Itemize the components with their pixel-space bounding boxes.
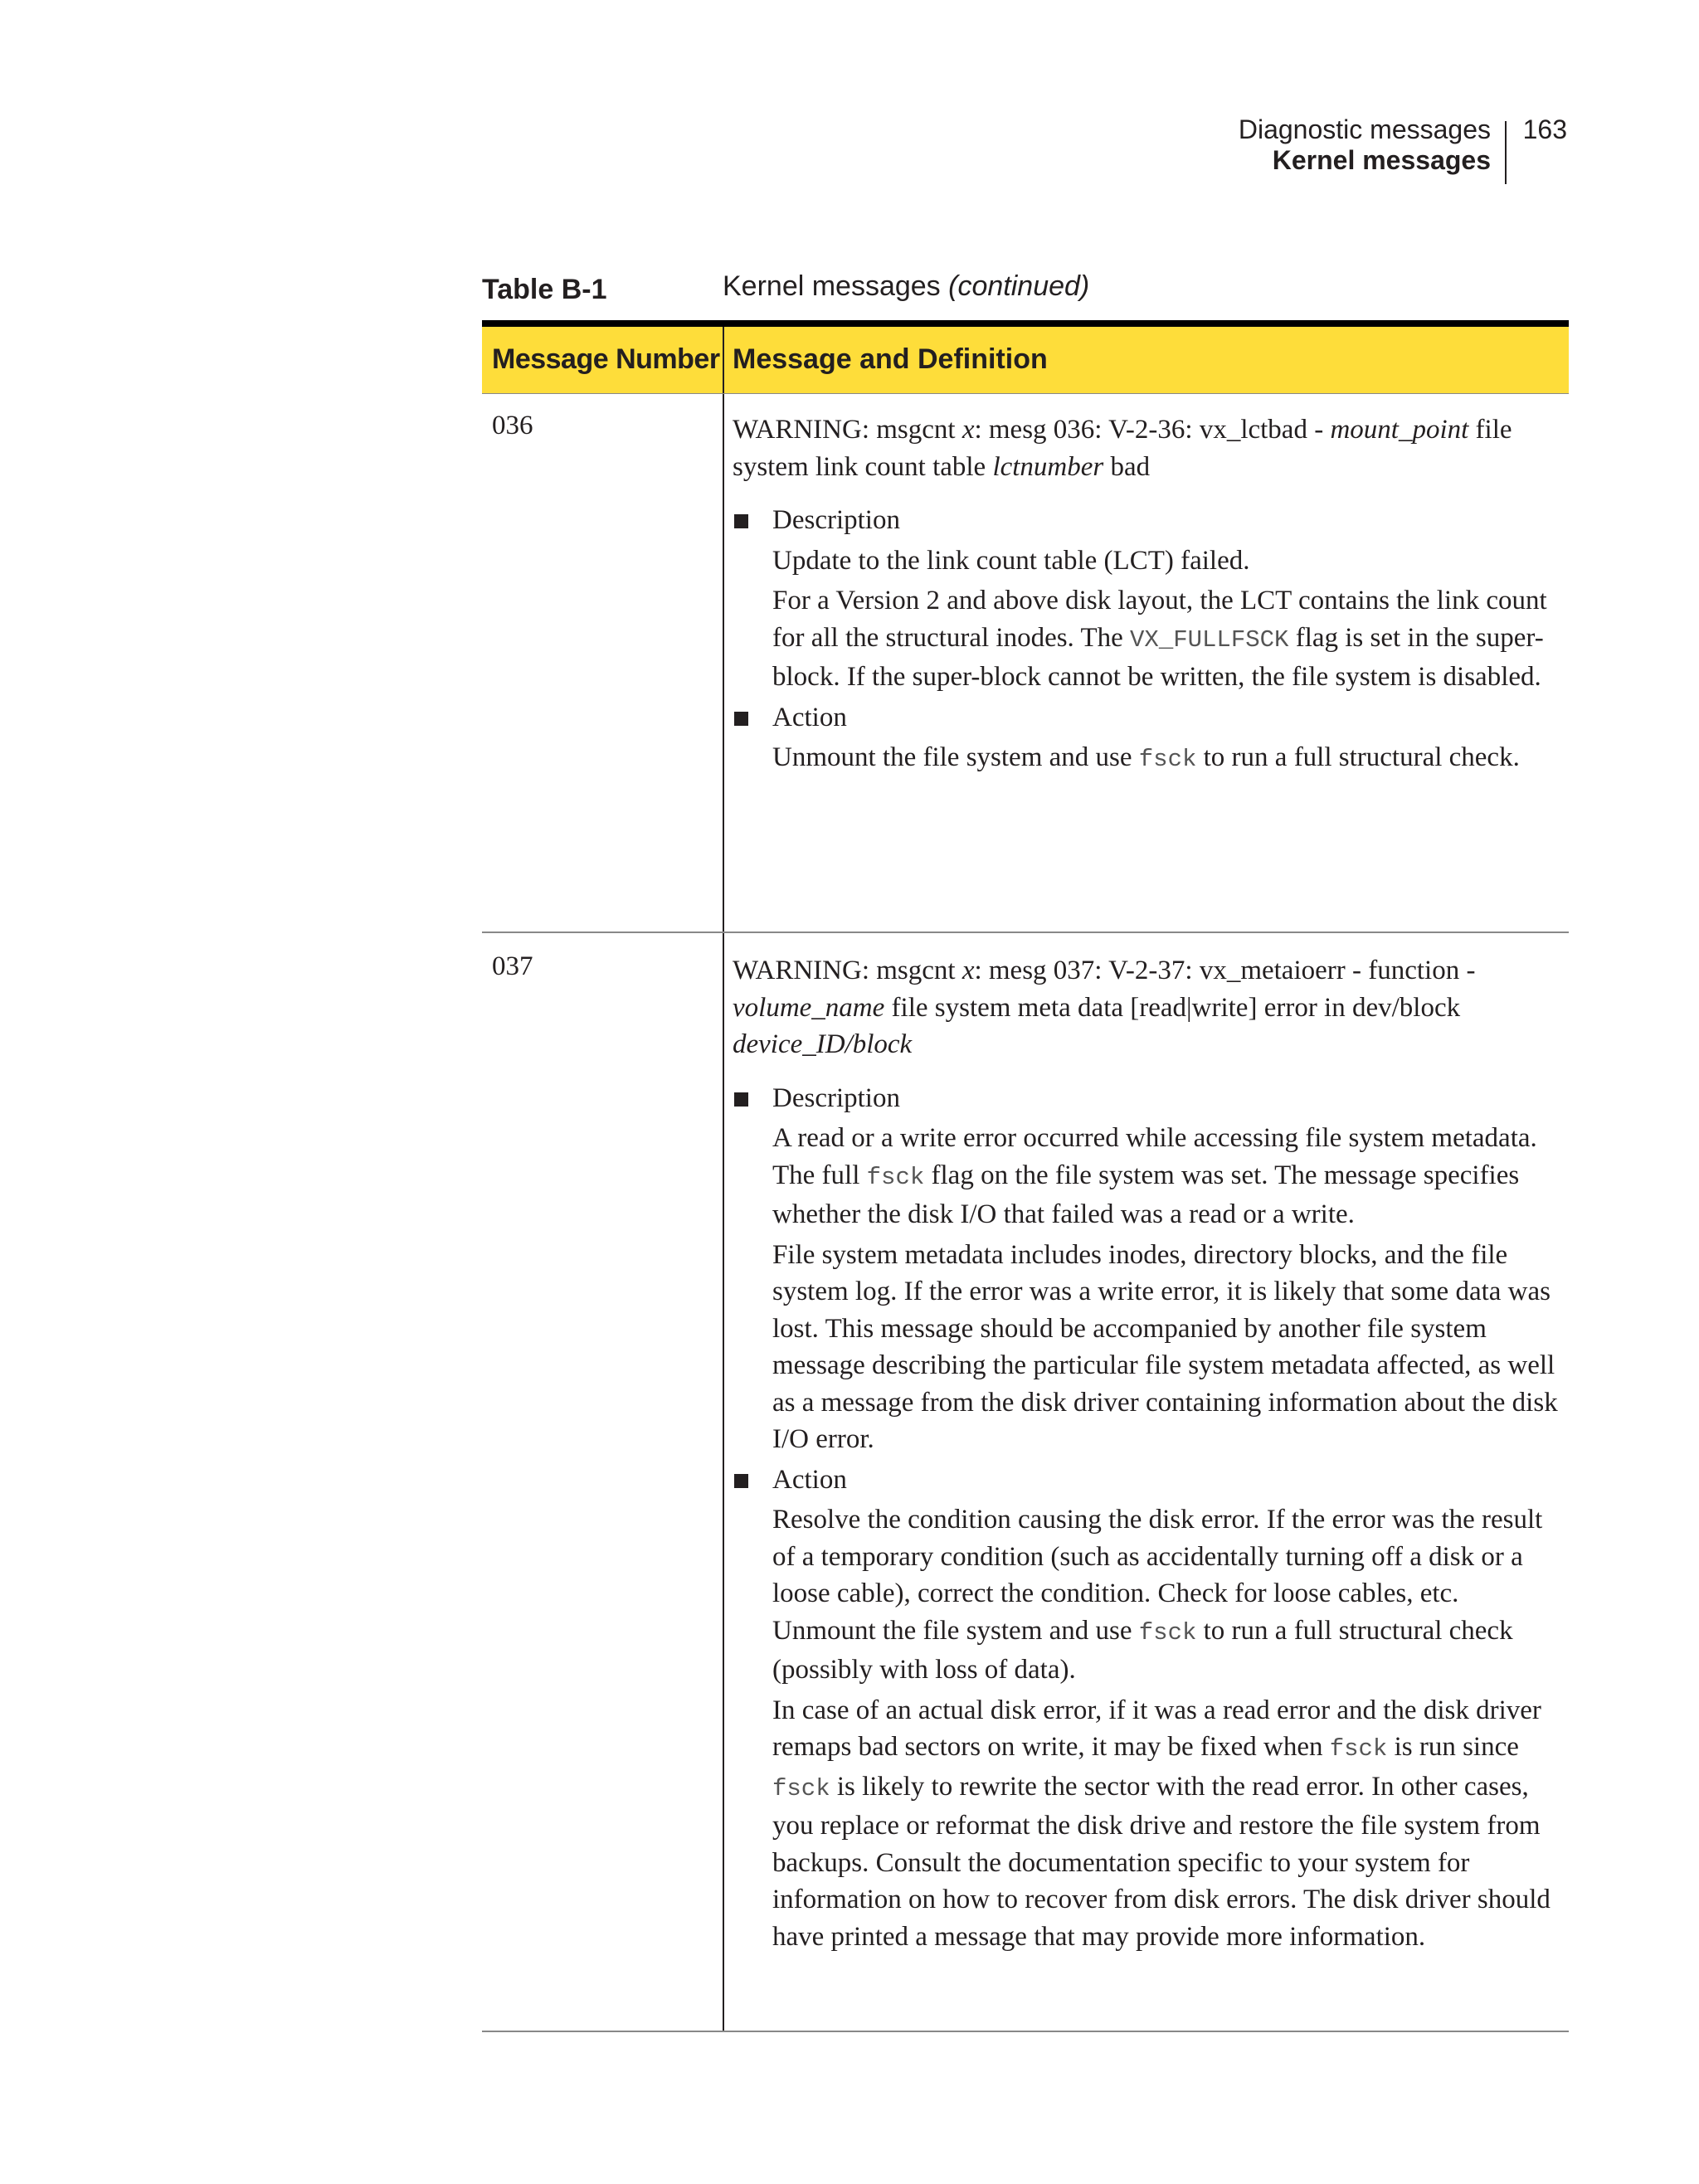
definition-list — [733, 502, 1562, 779]
page-number: 163 — [1522, 114, 1567, 144]
message-part: file system link count table — [733, 415, 1512, 482]
description-label: Description — [772, 1082, 900, 1113]
kernel-messages-table — [482, 320, 1569, 2032]
message-var: x — [961, 956, 975, 985]
description-label: Description — [772, 505, 900, 535]
message-var: device_ID/block — [733, 1029, 913, 1059]
list-item — [733, 1080, 1562, 1458]
message-part: : mesg 037: V-2-37: vx_metaioerr - function - — [974, 956, 1476, 985]
description-text — [772, 582, 1562, 696]
message-part: WARNING: msgcnt — [733, 415, 962, 445]
code-text: fsck — [866, 1163, 925, 1191]
square-bullet-icon — [734, 514, 748, 528]
table-row — [482, 394, 1569, 933]
action-text — [772, 739, 1562, 779]
list-item — [733, 502, 1562, 696]
description-text — [772, 1120, 1562, 1233]
code-text: fsck — [1329, 1735, 1388, 1763]
text-part: Unmount the file system and use — [772, 742, 1139, 772]
message-part: file system meta data [read|write] error in dev/block — [884, 992, 1461, 1023]
table-row — [482, 933, 1569, 2032]
column-header-message-definition: Message and Definition — [733, 343, 1048, 375]
chapter-title: Diagnostic messages — [1238, 114, 1491, 144]
code-text: fsck — [1138, 746, 1197, 773]
text-part: In case of an actual disk error, if it was a read error and the disk driver remaps bad sectors on write, it may be fixed when — [772, 1695, 1541, 1762]
text-part: is run since — [1387, 1732, 1519, 1762]
table-title-suffix: (continued) — [948, 270, 1090, 302]
text-part: A read or a write error occurred while accessing file system metadata. The full — [772, 1123, 1537, 1190]
text-part: flag is set in the super-block. If the super-block cannot be written, the file system is disabled. — [772, 622, 1544, 692]
table-header-row — [482, 320, 1569, 394]
definition-list — [733, 1080, 1562, 1956]
column-divider — [723, 327, 724, 393]
text-part: to run a full structural check. — [1196, 742, 1520, 772]
square-bullet-icon — [734, 712, 748, 726]
message-part: WARNING: msgcnt — [733, 956, 962, 985]
code-text: VX_FULLFSCK — [1130, 625, 1289, 654]
message-var: lctnumber — [992, 451, 1104, 482]
column-divider — [723, 394, 724, 931]
message-definition — [733, 933, 1562, 1955]
running-header — [1219, 114, 1567, 184]
text-part: to run a full structural check (possibly with loss of data). — [772, 1615, 1513, 1685]
text-part: flag on the file system was set. The message specifies whether the disk I/O that failed was a read or a write. — [772, 1160, 1520, 1229]
message-var: mount_point — [1330, 415, 1469, 445]
header-divider — [1505, 121, 1507, 184]
code-text: fsck — [772, 1774, 830, 1802]
message-text — [733, 411, 1562, 485]
message-definition — [733, 394, 1562, 779]
text-part: For a Version 2 and above disk layout, the LCT contains the link count for all the structural inodes. The — [772, 586, 1547, 653]
action-label: Action — [772, 1464, 847, 1495]
column-divider — [723, 933, 724, 2031]
table-caption — [482, 270, 1569, 307]
text-part: Resolve the condition causing the disk error. If the error was the result of a temporary condition (such as accidentally turning off a disk or a loose cable), correct the condition. Check for loose cables, etc. Unmount the file system and use — [772, 1505, 1543, 1646]
message-var: x — [961, 415, 975, 445]
message-var: volume_name — [733, 992, 885, 1023]
description-text: File system metadata includes inodes, directory blocks, and the file system log. If the error was a write error, it is likely that some data was lost. This message should be accompanied by another file system message describing the particular file system metadata affected, as well as a message from the disk driver containing information about the disk I/O error. — [772, 1239, 1558, 1454]
code-text: fsck — [1138, 1618, 1197, 1647]
message-number: 036 — [492, 411, 533, 440]
text-part: is likely to rewrite the sector with the read error. In other cases, you replace or reformat the disk drive and restore the file system from backups. Consult the documentation specific to your system for information on how to recover from disk errors. The disk driver should have printed a message that may provide more information. — [772, 1771, 1551, 1952]
list-item — [733, 1462, 1562, 1956]
message-part: : mesg 036: V-2-36: vx_lctbad - — [974, 415, 1331, 445]
column-header-message-number: Message Number — [492, 343, 720, 375]
header-titles — [1239, 114, 1491, 176]
square-bullet-icon — [734, 1092, 748, 1107]
message-part: bad — [1103, 451, 1151, 482]
section-title: Kernel messages — [1272, 145, 1491, 175]
message-number: 037 — [492, 951, 533, 981]
action-text — [772, 1692, 1562, 1956]
list-item — [733, 699, 1562, 779]
action-label: Action — [772, 702, 847, 732]
table-title — [723, 270, 1089, 303]
message-text — [733, 952, 1562, 1063]
table-title-text: Kernel messages — [723, 270, 941, 302]
square-bullet-icon — [734, 1474, 748, 1488]
table-label: Table B-1 — [482, 274, 607, 305]
description-text: Update to the link count table (LCT) failed. — [772, 545, 1250, 576]
action-text — [772, 1501, 1562, 1689]
